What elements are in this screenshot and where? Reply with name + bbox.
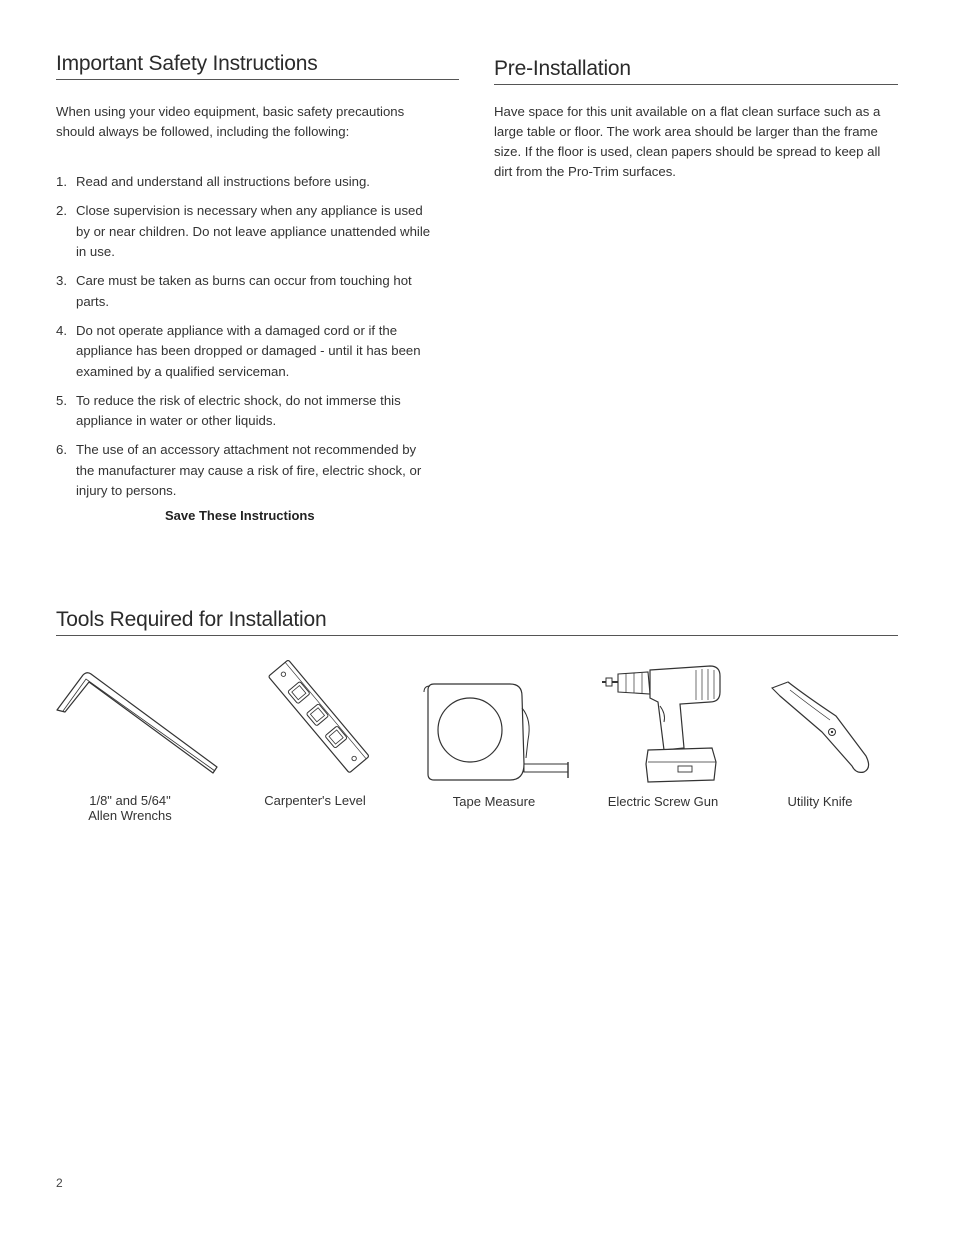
tool-carpenters-level (235, 655, 395, 815)
pre-installation-text: Have space for this unit available on a flat clean surface such as a large table or floor. The work area should be larger than the frame size. If the floor is used, clean papers should be spread to keep all dirt from the Pro-Trim surfaces. (494, 104, 881, 179)
list-number: 3. (56, 273, 67, 288)
tool-allen-wrench (40, 660, 220, 830)
list-number: 5. (56, 392, 67, 408)
tape-measure-icon (414, 680, 574, 784)
tool-label: Electric Screw Gun (607, 794, 719, 809)
tool-label: 1/8" and 5/64" Allen Wrenchs (88, 793, 172, 823)
list-item (56, 201, 436, 263)
safety-heading: Important Safety Instructions (56, 52, 459, 80)
save-instructions-note: Save These Instructions (165, 508, 315, 523)
list-text: Care must be taken as burns can occur from touching hot parts. (76, 273, 412, 309)
list-text: The use of an accessory attachment not recommended by the manufacturer may cause a risk of fire, electric shock, or injury to persons. (76, 442, 422, 498)
list-item (56, 271, 436, 312)
utility-knife-icon (766, 676, 881, 781)
screw-gun-icon (600, 662, 730, 787)
tools-heading: Tools Required for Installation (56, 608, 898, 636)
tool-label: Tape Measure (452, 794, 536, 809)
list-text: Read and understand all instructions before using. (76, 174, 370, 189)
list-number: 4. (56, 322, 67, 338)
carpenters-level-icon (253, 655, 383, 785)
list-item (56, 391, 436, 432)
pre-installation-heading: Pre-Installation (494, 57, 898, 85)
list-number: 1. (56, 174, 67, 189)
tool-utility-knife (760, 676, 880, 821)
list-item (56, 440, 436, 502)
list-text: Do not operate appliance with a damaged cord or if the appliance has been dropped or damaged - until it has been examined by a qualified serviceman. (76, 322, 421, 379)
tool-screw-gun (588, 660, 738, 820)
allen-wrench-icon (55, 665, 225, 785)
list-text: Close supervision is necessary when any appliance is used by or near children. Do not leave appliance unattended while in use. (76, 203, 431, 259)
list-item (56, 321, 436, 383)
page-number: 2 (56, 1176, 63, 1190)
list-text: To reduce the risk of electric shock, do not immerse this appliance in water or other liquids. (76, 392, 401, 428)
list-number: 6. (56, 442, 67, 457)
list-number: 2. (56, 203, 67, 218)
tool-tape-measure (414, 680, 574, 820)
safety-intro: When using your video equipment, basic safety precautions should always be followed, including the following: (56, 104, 405, 139)
tool-label: Carpenter's Level (264, 793, 366, 808)
tool-label: Utility Knife (787, 794, 853, 809)
safety-list (56, 172, 436, 510)
list-item (56, 172, 436, 193)
